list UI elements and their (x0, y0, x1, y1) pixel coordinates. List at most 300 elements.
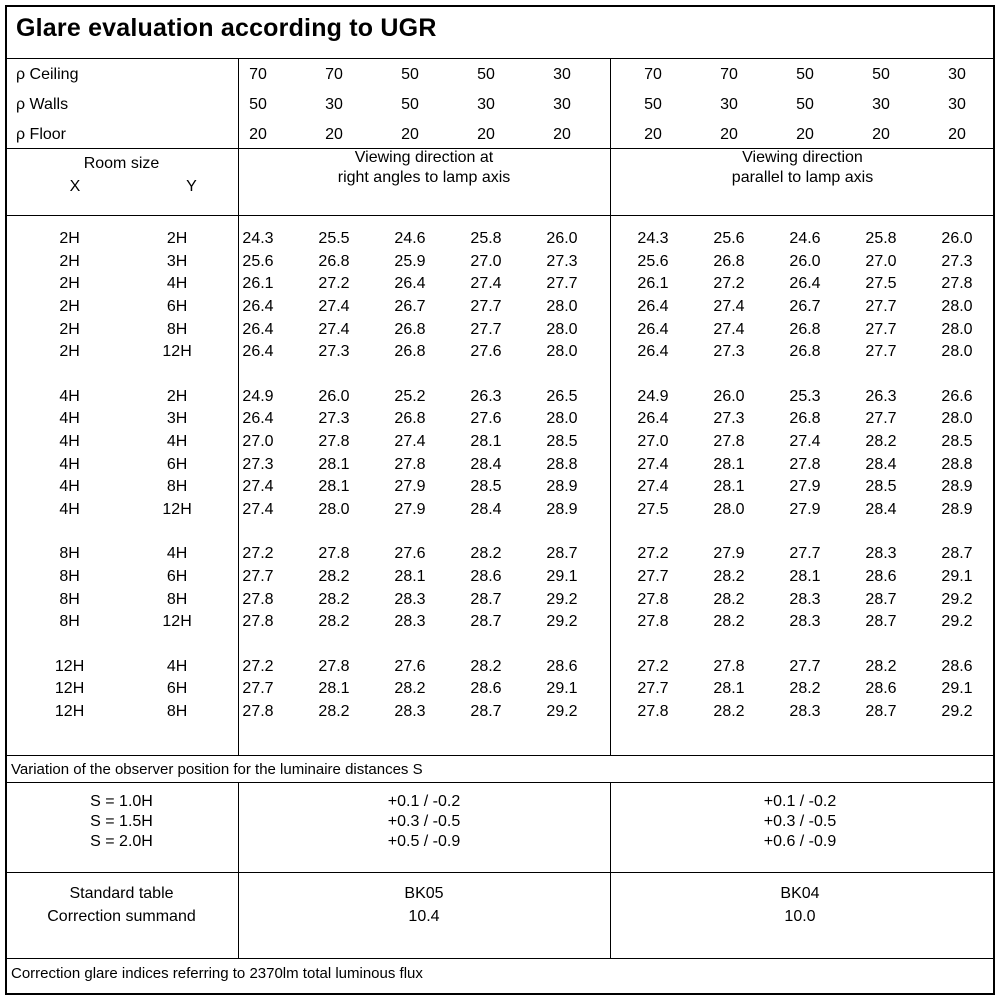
value-l5: 28.0 (546, 410, 578, 428)
reflectance-label-ceiling: ρ Ceiling (16, 66, 79, 83)
value-r2: 28.1 (713, 680, 745, 698)
row-y: 8H (166, 590, 188, 608)
correction-summand-right-value: 10.0 (784, 907, 816, 925)
table-row (5, 566, 995, 589)
value-l1: 27.7 (242, 568, 274, 586)
row-x: 12H (54, 702, 85, 720)
value-r5: 28.8 (941, 455, 973, 473)
value-l2: 28.2 (318, 702, 350, 720)
reflectance-row-floor (5, 120, 995, 150)
value-r3: 28.2 (789, 680, 821, 698)
row-y: 12H (162, 613, 192, 631)
value-l2: 27.4 (318, 320, 350, 338)
column-gap (600, 703, 615, 721)
row-values (220, 658, 995, 676)
reflectance-ceiling-10: 30 (948, 66, 966, 83)
table-row (5, 678, 995, 701)
row-y: 8H (166, 320, 188, 338)
variation-right-value: +0.1 / -0.2 (763, 793, 837, 810)
value-r1: 26.4 (637, 410, 669, 428)
reflectance-floor-4: 20 (477, 126, 495, 143)
row-y: 6H (166, 568, 188, 586)
row-y: 12H (162, 500, 192, 518)
row-x: 8H (59, 613, 80, 631)
value-r1: 27.2 (637, 545, 669, 563)
value-r4: 27.5 (865, 275, 897, 293)
value-r1: 27.4 (637, 455, 669, 473)
value-l4: 28.2 (470, 545, 502, 563)
value-l4: 28.7 (470, 702, 502, 720)
column-gap (600, 478, 615, 496)
table-row (5, 431, 995, 454)
row-y: 3H (166, 252, 188, 270)
column-gap (600, 343, 615, 361)
value-r2: 28.1 (713, 455, 745, 473)
value-l3: 27.6 (394, 545, 426, 563)
reflectance-ceiling-6: 70 (644, 66, 662, 83)
value-l3: 28.1 (394, 568, 426, 586)
row-x: 4H (59, 387, 80, 405)
value-r5: 28.7 (941, 545, 973, 563)
row-values (220, 298, 995, 316)
table-row (5, 476, 995, 499)
value-l3: 27.8 (394, 455, 426, 473)
row-x: 8H (59, 545, 80, 563)
column-gap (600, 298, 615, 316)
viewing-direction-right-angles-header (238, 148, 610, 188)
reflectance-row-ceiling (5, 60, 995, 90)
value-r3: 26.8 (789, 343, 821, 361)
reflectance-floor-10: 20 (948, 126, 966, 143)
row-values (220, 501, 995, 519)
value-l4: 28.6 (470, 568, 502, 586)
divider-title (5, 58, 995, 59)
reflectance-walls-10: 30 (948, 96, 966, 113)
table-row (5, 453, 995, 476)
value-r5: 28.0 (941, 343, 973, 361)
row-y: 8H (166, 702, 188, 720)
row-values (220, 433, 995, 451)
reflectance-floor-5: 20 (553, 126, 571, 143)
value-l2: 28.1 (318, 680, 350, 698)
column-gap (600, 613, 615, 631)
value-l2: 25.5 (318, 230, 350, 248)
value-r4: 27.7 (865, 410, 897, 428)
row-values (220, 478, 995, 496)
reflectance-floor-1: 20 (249, 126, 267, 143)
value-r1: 27.5 (637, 500, 669, 518)
value-l5: 28.9 (546, 500, 578, 518)
variation-row (5, 812, 995, 832)
value-l3: 27.4 (394, 433, 426, 451)
value-l4: 27.7 (470, 298, 502, 316)
column-gap (600, 545, 615, 563)
row-y: 6H (166, 298, 188, 316)
value-l2: 27.3 (318, 410, 350, 428)
value-l5: 29.2 (546, 613, 578, 631)
row-y: 4H (166, 275, 188, 293)
row-values (220, 680, 995, 698)
value-r3: 27.4 (789, 433, 821, 451)
value-r1: 24.9 (637, 387, 669, 405)
viewing-direction-parallel-line1: Viewing direction (742, 149, 863, 166)
value-l1: 24.3 (242, 230, 274, 248)
value-l5: 28.0 (546, 343, 578, 361)
value-l2: 28.1 (318, 478, 350, 496)
value-l1: 27.8 (242, 590, 274, 608)
reflectance-label-walls: ρ Walls (16, 96, 69, 113)
standard-table-left-value: BK05 (404, 884, 444, 902)
value-l2: 28.0 (318, 500, 350, 518)
reflectance-floor-9: 20 (872, 126, 890, 143)
value-r1: 24.3 (637, 230, 669, 248)
column-gap (600, 96, 615, 114)
reflectance-floor-3: 20 (401, 126, 419, 143)
value-r5: 29.1 (941, 680, 973, 698)
value-r4: 28.3 (865, 545, 897, 563)
value-r5: 28.6 (941, 657, 973, 675)
viewing-direction-parallel-header (610, 148, 995, 188)
reflectance-walls-9: 30 (872, 96, 890, 113)
row-group-spacer (5, 521, 995, 543)
value-r2: 27.8 (713, 433, 745, 451)
value-r4: 28.7 (865, 613, 897, 631)
value-l2: 27.8 (318, 657, 350, 675)
value-l2: 27.8 (318, 545, 350, 563)
row-y: 2H (166, 230, 188, 248)
row-y: 6H (166, 680, 188, 698)
value-r4: 27.7 (865, 298, 897, 316)
value-r1: 25.6 (637, 252, 669, 270)
value-l1: 27.3 (242, 455, 274, 473)
value-l4: 25.8 (470, 230, 502, 248)
value-l4: 28.2 (470, 657, 502, 675)
table-row (5, 228, 995, 251)
value-l4: 28.7 (470, 590, 502, 608)
reflectance-label-floor: ρ Floor (16, 126, 66, 143)
value-l4: 27.7 (470, 320, 502, 338)
value-l5: 26.5 (546, 387, 578, 405)
value-l5: 29.1 (546, 568, 578, 586)
value-l2: 28.1 (318, 455, 350, 473)
value-r2: 26.0 (713, 387, 745, 405)
variation-label: S = 1.0H (90, 793, 153, 810)
row-x: 12H (54, 657, 85, 675)
row-x: 2H (59, 230, 80, 248)
value-l5: 28.9 (546, 478, 578, 496)
value-l2: 26.8 (318, 252, 350, 270)
value-r3: 27.7 (789, 657, 821, 675)
row-x: 4H (59, 410, 80, 428)
value-r2: 27.4 (713, 320, 745, 338)
value-l4: 27.0 (470, 252, 502, 270)
row-values (220, 321, 995, 339)
table-row (5, 543, 995, 566)
value-r1: 26.4 (637, 343, 669, 361)
variation-row (5, 832, 995, 852)
value-r5: 26.6 (941, 387, 973, 405)
column-gap (600, 680, 615, 698)
value-l5: 29.1 (546, 680, 578, 698)
value-r2: 28.0 (713, 500, 745, 518)
value-r5: 29.1 (941, 568, 973, 586)
value-l3: 26.8 (394, 320, 426, 338)
reflectance-ceiling-1: 70 (249, 66, 267, 83)
viewing-direction-parallel-line2: parallel to lamp axis (731, 169, 874, 186)
variation-left-value: +0.1 / -0.2 (387, 793, 461, 810)
value-r2: 28.2 (713, 568, 745, 586)
divider-data (5, 755, 995, 756)
value-l5: 28.5 (546, 433, 578, 451)
value-l4: 27.6 (470, 343, 502, 361)
value-l4: 28.4 (470, 455, 502, 473)
variation-row (5, 792, 995, 812)
value-r2: 27.2 (713, 275, 745, 293)
reflectance-ceiling-8: 50 (796, 66, 814, 83)
reflectance-ceiling-4: 50 (477, 66, 495, 83)
room-size-y-label: Y (186, 178, 197, 195)
variation-label: S = 2.0H (90, 833, 153, 850)
table-row (5, 273, 995, 296)
value-l5: 28.6 (546, 657, 578, 675)
footer-note: Correction glare indices referring to 2370lm total luminous flux (11, 965, 423, 982)
value-l2: 27.4 (318, 298, 350, 316)
standard-table-label: Standard table (69, 884, 174, 902)
row-y: 2H (166, 387, 188, 405)
value-l2: 28.2 (318, 590, 350, 608)
room-size-x-label: X (69, 178, 81, 195)
standard-table-row (5, 882, 995, 905)
value-r4: 28.2 (865, 657, 897, 675)
value-r1: 27.8 (637, 590, 669, 608)
value-r5: 29.2 (941, 613, 973, 631)
reflectance-values-ceiling (220, 66, 995, 84)
row-group-spacer (5, 634, 995, 656)
value-l4: 28.7 (470, 613, 502, 631)
column-gap (600, 275, 615, 293)
value-l3: 26.8 (394, 343, 426, 361)
value-l5: 28.8 (546, 455, 578, 473)
row-y: 4H (166, 657, 188, 675)
value-r5: 28.9 (941, 478, 973, 496)
variation-right-value: +0.6 / -0.9 (763, 833, 837, 850)
reflectance-walls-7: 30 (720, 96, 738, 113)
value-l1: 27.7 (242, 680, 274, 698)
row-values (220, 545, 995, 563)
value-r5: 27.8 (941, 275, 973, 293)
standard-table-right-value: BK04 (780, 884, 820, 902)
column-gap (600, 658, 615, 676)
column-gap (600, 230, 615, 248)
value-r4: 28.7 (865, 590, 897, 608)
value-r2: 25.6 (713, 230, 745, 248)
value-r1: 27.4 (637, 478, 669, 496)
value-l1: 26.4 (242, 410, 274, 428)
column-gap (600, 433, 615, 451)
value-l2: 28.2 (318, 613, 350, 631)
value-r3: 26.4 (789, 275, 821, 293)
value-l1: 27.2 (242, 545, 274, 563)
row-values (220, 230, 995, 248)
value-r5: 27.3 (941, 252, 973, 270)
row-x: 2H (59, 298, 80, 316)
value-l1: 27.0 (242, 433, 274, 451)
value-r4: 27.7 (865, 320, 897, 338)
reflectance-ceiling-2: 70 (325, 66, 343, 83)
value-r4: 28.7 (865, 702, 897, 720)
divider-standard (5, 958, 995, 959)
value-l4: 28.1 (470, 433, 502, 451)
value-r1: 26.4 (637, 320, 669, 338)
row-values (220, 591, 995, 609)
divider-variation (5, 872, 995, 873)
correction-summand-label: Correction summand (47, 907, 196, 925)
value-r4: 25.8 (865, 230, 897, 248)
room-size-header: Room size (83, 155, 160, 172)
column-gap (600, 456, 615, 474)
row-y: 4H (166, 433, 188, 451)
value-l3: 26.4 (394, 275, 426, 293)
value-l4: 27.6 (470, 410, 502, 428)
row-values (220, 703, 995, 721)
column-gap (600, 253, 615, 271)
value-l3: 27.9 (394, 500, 426, 518)
value-l5: 27.7 (546, 275, 578, 293)
value-r3: 27.9 (789, 478, 821, 496)
row-y: 4H (166, 545, 188, 563)
value-r3: 27.8 (789, 455, 821, 473)
reflectance-walls-1: 50 (249, 96, 267, 113)
value-r2: 28.2 (713, 702, 745, 720)
value-l3: 28.3 (394, 613, 426, 631)
value-r2: 27.9 (713, 545, 745, 563)
value-l3: 28.3 (394, 590, 426, 608)
row-x: 4H (59, 500, 80, 518)
row-x: 4H (59, 455, 80, 473)
column-gap (600, 501, 615, 519)
row-values (220, 410, 995, 428)
table-row (5, 701, 995, 724)
reflectance-floor-7: 20 (720, 126, 738, 143)
value-r1: 27.7 (637, 568, 669, 586)
variation-left-value: +0.5 / -0.9 (387, 833, 461, 850)
variation-label: S = 1.5H (90, 813, 153, 830)
variation-table (5, 792, 995, 852)
room-size-axis-labels (5, 178, 238, 196)
reflectance-values-floor (220, 126, 995, 144)
variation-left-value: +0.3 / -0.5 (387, 813, 461, 830)
row-values (220, 275, 995, 293)
value-l2: 28.2 (318, 568, 350, 586)
reflectance-floor-8: 20 (796, 126, 814, 143)
row-y: 3H (166, 410, 188, 428)
reflectance-walls-2: 30 (325, 96, 343, 113)
table-row (5, 386, 995, 409)
value-r1: 27.7 (637, 680, 669, 698)
row-x: 2H (59, 275, 80, 293)
value-l4: 28.5 (470, 478, 502, 496)
row-y: 8H (166, 478, 188, 496)
table-row (5, 341, 995, 364)
reflectance-floor-6: 20 (644, 126, 662, 143)
value-l3: 28.2 (394, 680, 426, 698)
value-r3: 28.3 (789, 613, 821, 631)
value-l2: 27.3 (318, 343, 350, 361)
reflectance-walls-3: 50 (401, 96, 419, 113)
value-l3: 26.7 (394, 298, 426, 316)
value-r3: 28.3 (789, 702, 821, 720)
value-l1: 26.4 (242, 298, 274, 316)
variation-note: Variation of the observer position for the luminaire distances S (11, 761, 423, 778)
value-r2: 27.4 (713, 298, 745, 316)
reflectance-row-walls (5, 90, 995, 120)
value-r3: 28.3 (789, 590, 821, 608)
row-values (220, 343, 995, 361)
reflectance-walls-5: 30 (553, 96, 571, 113)
row-values (220, 456, 995, 474)
row-values (220, 613, 995, 631)
value-r4: 26.3 (865, 387, 897, 405)
value-r3: 26.8 (789, 410, 821, 428)
reflectance-ceiling-3: 50 (401, 66, 419, 83)
row-x: 8H (59, 568, 80, 586)
correction-summand-row (5, 905, 995, 928)
value-l3: 28.3 (394, 702, 426, 720)
value-l1: 24.9 (242, 387, 274, 405)
column-gap (600, 568, 615, 586)
value-l2: 27.2 (318, 275, 350, 293)
value-r1: 27.2 (637, 657, 669, 675)
viewing-direction-right-angles-line2: right angles to lamp axis (337, 169, 511, 186)
value-r4: 27.7 (865, 343, 897, 361)
value-l5: 26.0 (546, 230, 578, 248)
value-l3: 27.6 (394, 657, 426, 675)
value-l2: 27.8 (318, 433, 350, 451)
value-l2: 26.0 (318, 387, 350, 405)
row-x: 4H (59, 478, 80, 496)
value-l3: 26.8 (394, 410, 426, 428)
value-r1: 26.4 (637, 298, 669, 316)
standard-table-section (5, 882, 995, 928)
value-r5: 28.5 (941, 433, 973, 451)
reflectance-values-walls (220, 96, 995, 114)
row-values (220, 388, 995, 406)
value-r2: 26.8 (713, 252, 745, 270)
value-r3: 27.7 (789, 545, 821, 563)
value-r3: 26.8 (789, 320, 821, 338)
value-r1: 27.8 (637, 613, 669, 631)
reflectance-walls-8: 50 (796, 96, 814, 113)
value-r3: 28.1 (789, 568, 821, 586)
value-l4: 28.4 (470, 500, 502, 518)
value-r4: 28.6 (865, 568, 897, 586)
column-gap (600, 591, 615, 609)
value-l5: 28.7 (546, 545, 578, 563)
table-row (5, 251, 995, 274)
value-r4: 28.2 (865, 433, 897, 451)
table-row (5, 656, 995, 679)
row-x: 12H (54, 680, 85, 698)
value-l5: 27.3 (546, 252, 578, 270)
value-r2: 28.1 (713, 478, 745, 496)
table-row (5, 499, 995, 522)
reflectance-floor-2: 20 (325, 126, 343, 143)
ugr-data-table (5, 228, 995, 723)
value-l5: 28.0 (546, 298, 578, 316)
correction-summand-left-value: 10.4 (408, 907, 440, 925)
value-l1: 25.6 (242, 252, 274, 270)
value-r3: 25.3 (789, 387, 821, 405)
